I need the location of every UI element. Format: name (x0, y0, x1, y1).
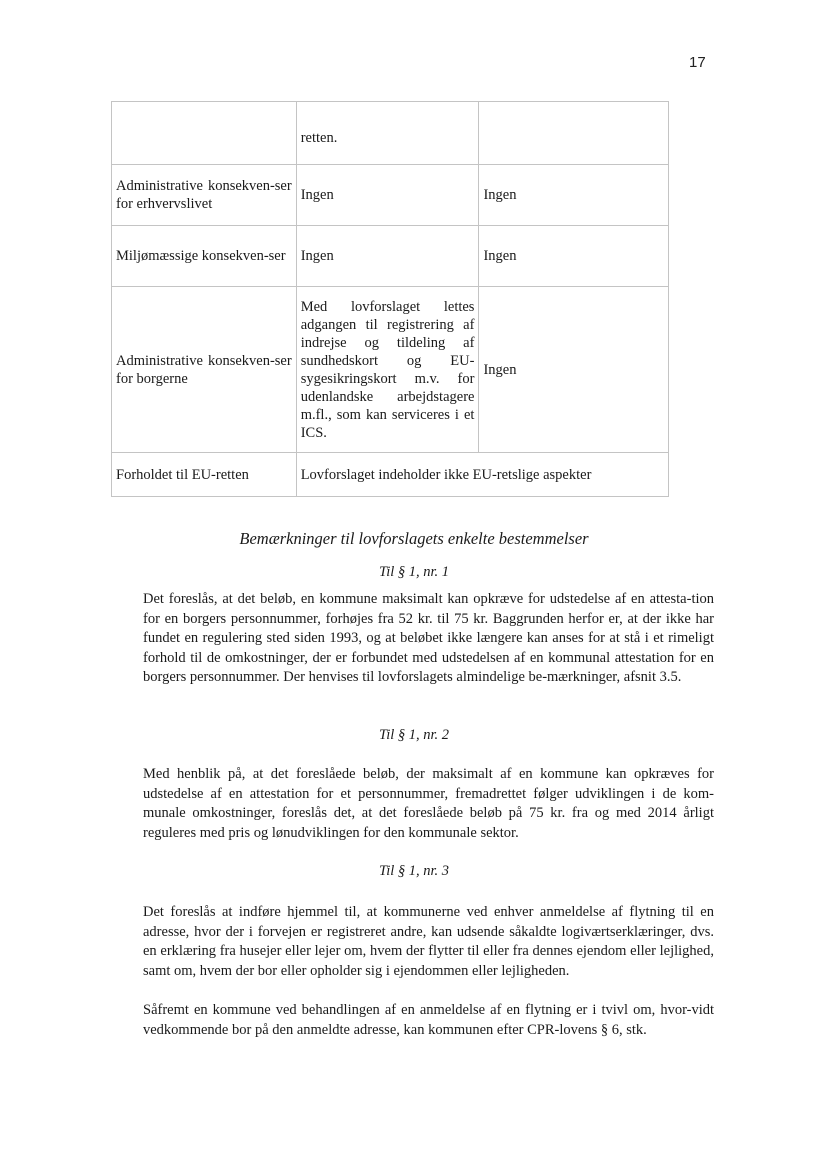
table-cell: Administrative konsekven-ser for erhvervslivet (112, 165, 297, 226)
table-cell (296, 102, 479, 165)
paragraph: Det foreslås, at det beløb, en kommune maksimalt kan opkræve for udstedelse af en attesta-tion for en borgers personnummer, forhøjes fra 52 kr. til 75 kr. Baggrunden herfor er, at der ikke har fundet en regulering sted siden 1993, og at beløbet ikke længere kan anses for at stå i et rimeligt forhold til de omkostninger, der er forbundet med udstedelsen af en kommunal attestation for en borgers personnummer. Der henvises til lovforslagets almindelige be-mærkninger, afsnit 3.5. (143, 591, 714, 685)
consequences-table (111, 101, 669, 497)
table-cell (112, 102, 297, 165)
table-cell: Ingen (479, 226, 669, 287)
paragraph: Det foreslås at indføre hjemmel til, at kommunerne ved enhver anmeldelse af flytning til en adresse, hvor der i forvejen er registreret andre, kan udsende såkaldte logiværtserklæringer, dvs. en erklæring fra husejer eller lejer om, hvem der flytter til eller fra dennes ejendom eller lejlighed, samt om, hvem der bor eller opholder sig i ejendommen eller lejligheden. (143, 904, 714, 979)
table-cell: Miljømæssige konsekven-ser (112, 226, 297, 287)
table-row (112, 287, 669, 453)
table-cell: Forholdet til EU-retten (112, 453, 297, 497)
table-row (112, 453, 669, 497)
table-cell: Lovforslaget indeholder ikke EU-retslige aspekter (296, 453, 668, 497)
section-heading: Til § 1, nr. 3 (378, 863, 450, 879)
section-title: Bemærkninger til lovforslagets enkelte bestemmelser (239, 529, 589, 548)
section-heading: Til § 1, nr. 1 (378, 564, 450, 580)
table-row (112, 165, 669, 226)
table-row (112, 226, 669, 287)
table-cell: Ingen (479, 287, 669, 453)
table-row (112, 102, 669, 165)
cell-text: retten. (300, 130, 338, 146)
paragraph: Såfremt en kommune ved behandlingen af en anmeldelse af en flytning er i tvivl om, hvor-vidt vedkommende bor på den anmeldte adresse, kan kommunen efter CPR-lovens § 6, stk. (143, 1002, 714, 1038)
table-cell (479, 102, 669, 165)
section-heading: Til § 1, nr. 2 (378, 727, 450, 743)
table-cell: Ingen (296, 226, 479, 287)
page-number: 17 (689, 54, 706, 71)
table-cell: Administrative konsekven-ser for borgerne (112, 287, 297, 453)
table-cell: Ingen (479, 165, 669, 226)
paragraph: Med henblik på, at det foreslåede beløb, der maksimalt af en kommune kan opkræves for udstedelse af en attestation for et personnummer, fremadrettet følger udviklingen i de kom-munale omkostninger, foreslås det, at det foreslåede beløb på 75 kr. fra og med 2014 årligt reguleres med pris og lønudviklingen for den kommunale sektor. (143, 766, 714, 841)
table-cell: Ingen (296, 165, 479, 226)
table-cell: Med lovforslaget lettes adgangen til registrering af indrejse og tildeling af sundhedskort og EU-sygesikringskort m.v. for udenlandske arbejdstagere m.fl., som kan serviceres i et ICS. (296, 287, 479, 453)
